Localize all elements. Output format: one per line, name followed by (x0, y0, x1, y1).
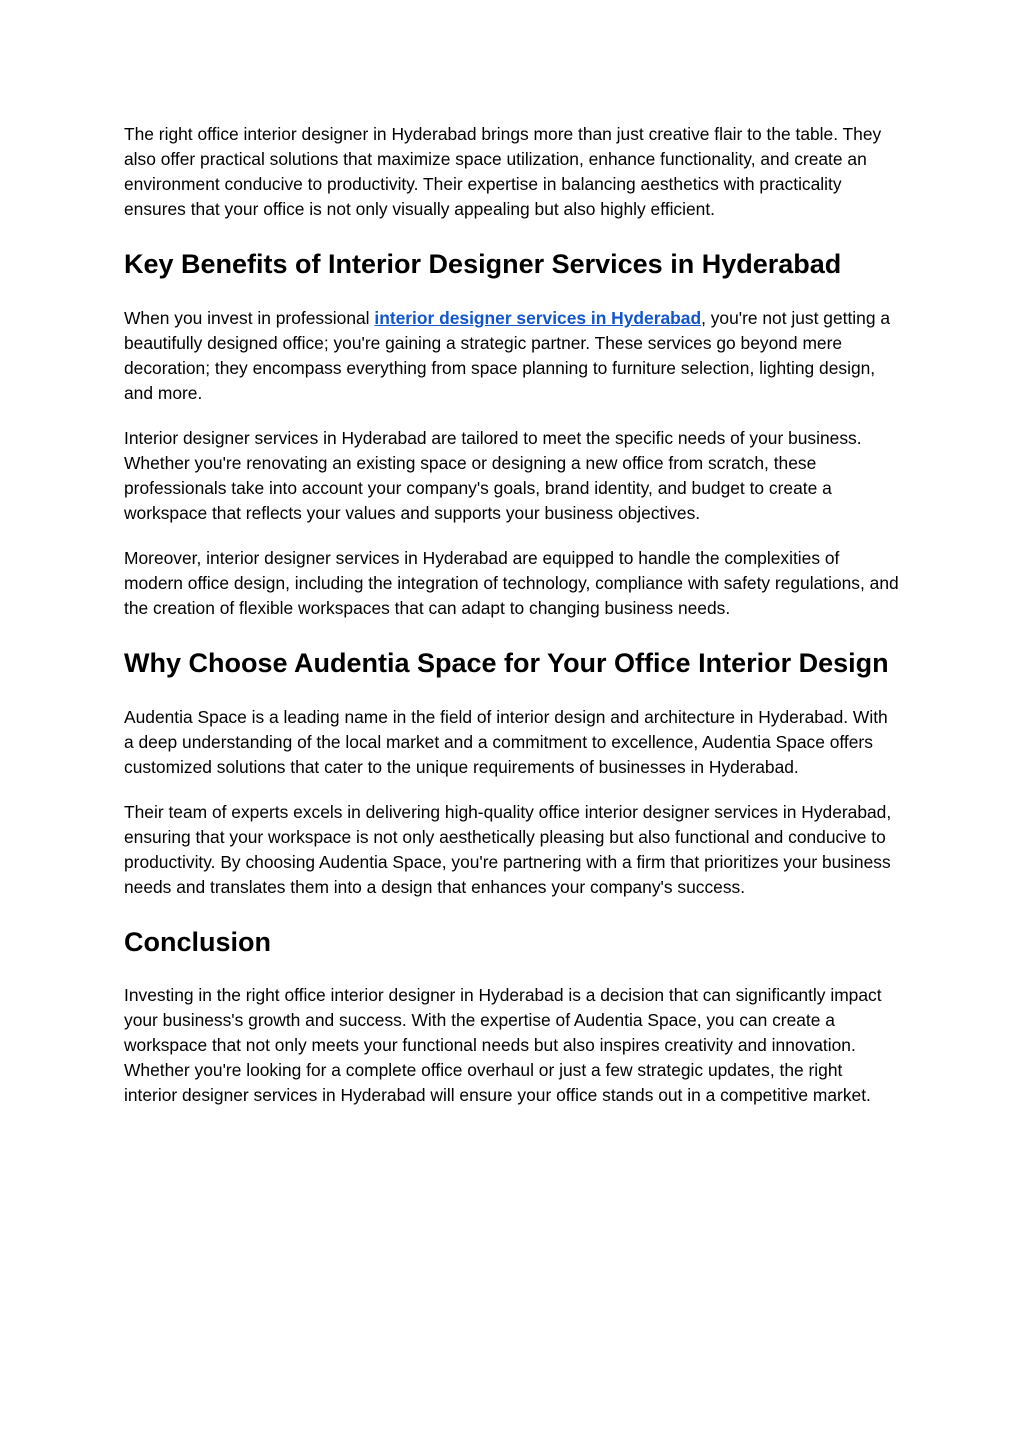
heading-conclusion: Conclusion (124, 927, 271, 957)
why-paragraph-2: Their team of experts excels in delivering high-quality office interior designer services in Hyderabad, ensuring that your workspace is not only aesthetically pleasing but also functional and conducive to productivity. By choosing Audentia Space, you're partnering with a firm that prioritizes your business needs and translates them into a design that enhances your company's success. (124, 802, 892, 897)
conclusion-paragraph: Investing in the right office interior designer in Hyderabad is a decision that can significantly impact your business's growth and success. With the expertise of Audentia Space, you can create a workspace that not only meets your functional needs but also inspires creativity and innovation. Whether you're looking for a complete office overhaul or just a few strategic updates, the right interior designer services in Hyderabad will ensure your office stands out in a competitive market. (124, 985, 882, 1105)
benefits-paragraph-1-tail: , you're not just getting a beautifully designed office; you're gaining a strategic partner. These services go beyond mere decoration; they encompass everything from space planning to furniture selection, lighting design, and more. (124, 308, 890, 403)
intro-paragraph: The right office interior designer in Hyderabad brings more than just creative flair to the table. They also offer practical solutions that maximize space utilization, enhance functionality, and create an environment conducive to productivity. Their expertise in balancing aesthetics with practicality ensures that your office is not only visually appealing but also highly efficient. (124, 124, 882, 219)
heading-key-benefits: Key Benefits of Interior Designer Services in Hyderabad (124, 249, 842, 279)
benefits-paragraph-1 (124, 306, 899, 406)
benefits-paragraph-1-lead: When you invest in professional (124, 308, 375, 328)
heading-why-choose: Why Choose Audentia Space for Your Office Interior Design (124, 648, 889, 678)
interior-designer-services-link[interactable]: interior designer services in Hyderabad (374, 308, 702, 328)
document-page (124, 122, 899, 1128)
benefits-paragraph-3: Moreover, interior designer services in Hyderabad are equipped to handle the complexities of modern office design, including the integration of technology, compliance with safety regulations, and the creation of flexible workspaces that can adapt to changing business needs. (124, 548, 899, 618)
why-paragraph-1: Audentia Space is a leading name in the field of interior design and architecture in Hyderabad. With a deep understanding of the local market and a commitment to excellence, Audentia Space offers customized solutions that cater to the unique requirements of businesses in Hyderabad. (124, 707, 888, 777)
benefits-paragraph-2: Interior designer services in Hyderabad are tailored to meet the specific needs of your business. Whether you're renovating an existing space or designing a new office from scratch, these professionals take into account your company's goals, brand identity, and budget to create a workspace that reflects your values and supports your business objectives. (124, 428, 862, 523)
